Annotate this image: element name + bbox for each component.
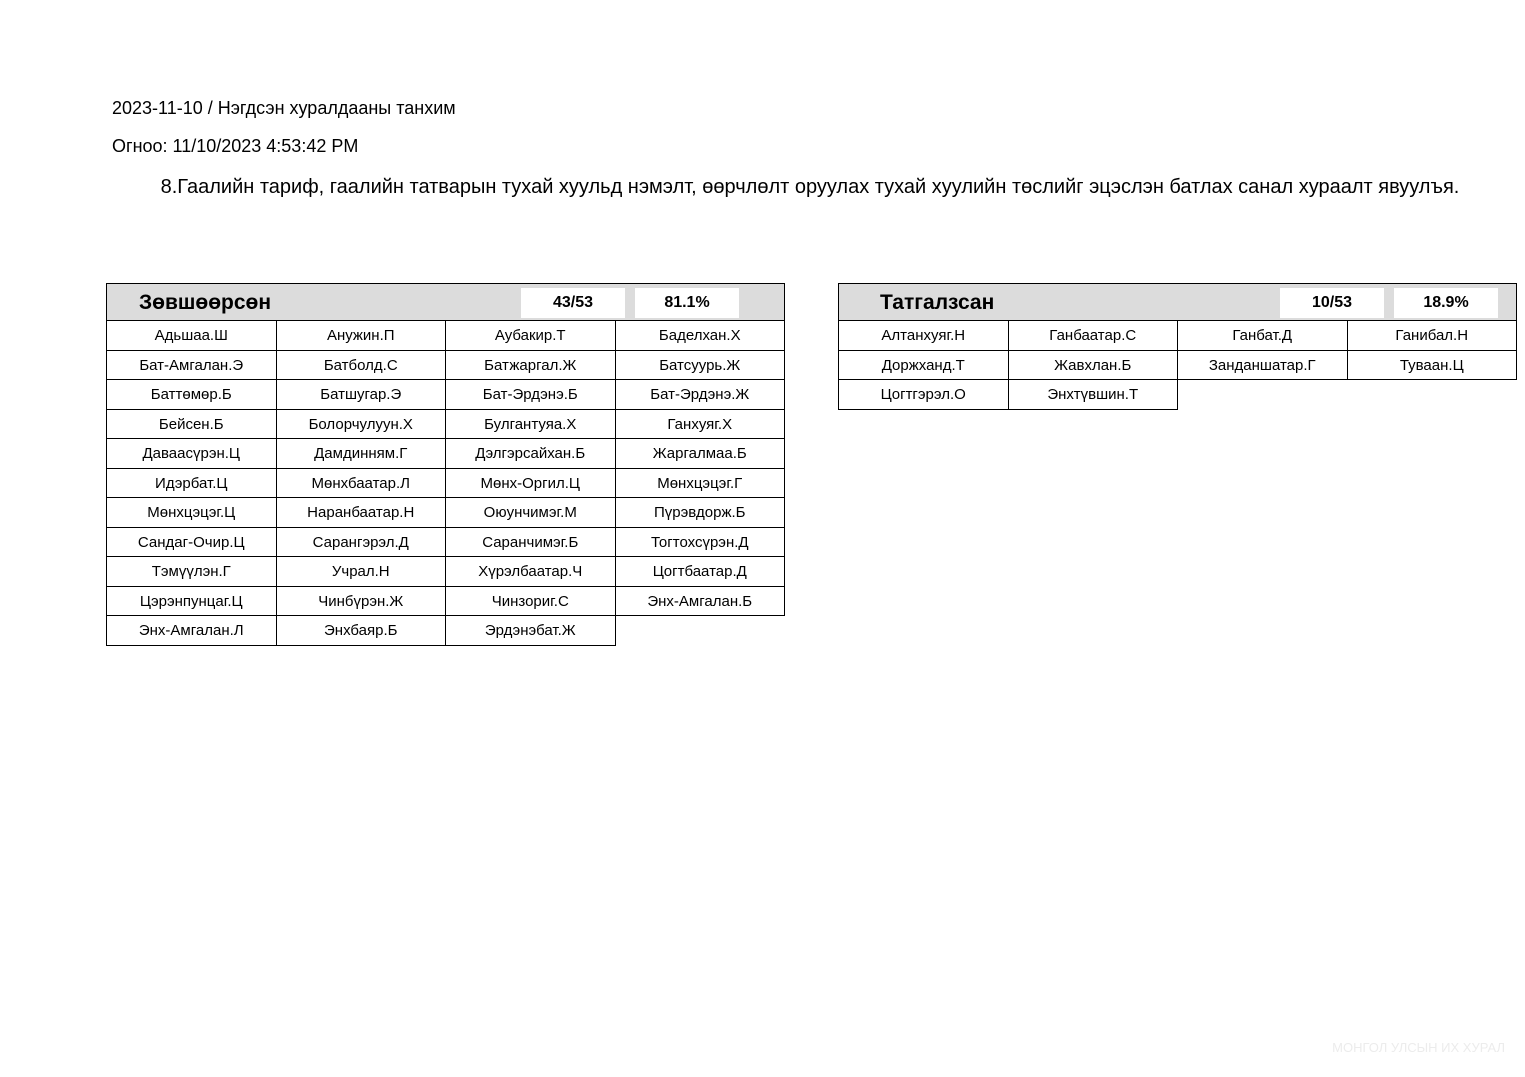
approved-block [106, 283, 785, 646]
member-name-cell: Хүрэлбаатар.Ч [445, 557, 616, 587]
member-name-cell: Бат-Эрдэнэ.Б [445, 380, 616, 410]
member-name-cell: Цогтгэрэл.О [838, 380, 1009, 410]
agenda-title: 8.Гаалийн тариф, гаалийн татварын тухай хуульд нэмэлт, өөрчлөлт оруулах тухай хуулийн төслийг эцэслэн батлах санал хураалт явуулъя. [160, 176, 1460, 198]
member-name-cell: Сандаг-Очир.Ц [106, 528, 277, 558]
member-name-cell: Цогтбаатар.Д [615, 557, 786, 587]
member-name-cell: Пүрэвдорж.Б [615, 498, 786, 528]
member-name-cell: Булгантуяа.Х [445, 410, 616, 440]
member-name-cell: Энх-Амгалан.Б [615, 587, 786, 617]
member-name-cell: Даваасүрэн.Ц [106, 439, 277, 469]
member-name-cell: Сарангэрэл.Д [276, 528, 447, 558]
session-info: 2023-11-10 / Нэгдсэн хуралдааны танхим [112, 98, 456, 118]
approved-count: 43/53 [521, 288, 625, 318]
rejected-names-table [838, 321, 1517, 410]
member-name-cell: Ганбаатар.С [1008, 321, 1179, 351]
member-name-cell: Бейсен.Б [106, 410, 277, 440]
rejected-percent: 18.9% [1394, 288, 1498, 318]
member-name-cell: Эрдэнэбат.Ж [445, 616, 616, 646]
member-name-cell: Энхбаяр.Б [276, 616, 447, 646]
member-name-cell: Чинбүрэн.Ж [276, 587, 447, 617]
approved-label: Зөвшөөрсөн [139, 291, 272, 314]
member-name-cell: Мөнхбаатар.Л [276, 469, 447, 499]
member-name-cell: Учрал.Н [276, 557, 447, 587]
vote-date: Огноо: 11/10/2023 4:53:42 PM [112, 136, 359, 156]
member-name-cell: Батболд.С [276, 351, 447, 381]
member-name-cell: Батжаргал.Ж [445, 351, 616, 381]
member-name-cell: Алтанхуяг.Н [838, 321, 1009, 351]
member-name-cell: Тогтохсүрэн.Д [615, 528, 786, 558]
member-name-cell: Анужин.П [276, 321, 447, 351]
rejected-count: 10/53 [1280, 288, 1384, 318]
member-name-cell: Мөнхцэцэг.Ц [106, 498, 277, 528]
rejected-label: Татгалзсан [880, 291, 995, 314]
member-name-cell: Наранбаатар.Н [276, 498, 447, 528]
member-name-cell: Доржханд.Т [838, 351, 1009, 381]
member-name-cell: Бат-Амгалан.Э [106, 351, 277, 381]
approved-header [106, 283, 785, 321]
rejected-block [838, 283, 1517, 410]
member-name-cell: Оюунчимэг.М [445, 498, 616, 528]
member-name-cell: Энх-Амгалан.Л [106, 616, 277, 646]
member-name-cell: Тэмүүлэн.Г [106, 557, 277, 587]
rejected-header [838, 283, 1517, 321]
member-name-cell: Ганхуяг.Х [615, 410, 786, 440]
member-name-cell: Мөнхцэцэг.Г [615, 469, 786, 499]
member-name-cell: Болорчулуун.Х [276, 410, 447, 440]
member-name-cell: Жаргалмаа.Б [615, 439, 786, 469]
member-name-cell: Бат-Эрдэнэ.Ж [615, 380, 786, 410]
approved-names-table [106, 321, 785, 646]
member-name-cell: Жавхлан.Б [1008, 351, 1179, 381]
member-name-cell: Баделхан.Х [615, 321, 786, 351]
member-name-cell: Ганбат.Д [1177, 321, 1348, 351]
member-name-cell: Дамдинням.Г [276, 439, 447, 469]
member-name-cell: Идэрбат.Ц [106, 469, 277, 499]
member-name-cell: Ганибал.Н [1347, 321, 1518, 351]
member-name-cell: Чинзориг.С [445, 587, 616, 617]
approved-percent: 81.1% [635, 288, 739, 318]
watermark: МОНГОЛ УЛСЫН ИХ ХУРАЛ [1332, 1040, 1505, 1055]
member-name-cell: Баттөмөр.Б [106, 380, 277, 410]
member-name-cell: Саранчимэг.Б [445, 528, 616, 558]
member-name-cell: Занданшатар.Г [1177, 351, 1348, 381]
member-name-cell: Дэлгэрсайхан.Б [445, 439, 616, 469]
member-name-cell: Туваан.Ц [1347, 351, 1518, 381]
member-name-cell: Цэрэнпунцаг.Ц [106, 587, 277, 617]
member-name-cell: Батшугар.Э [276, 380, 447, 410]
member-name-cell: Мөнх-Оргил.Ц [445, 469, 616, 499]
member-name-cell: Энхтүвшин.Т [1008, 380, 1179, 410]
member-name-cell: Адьшаа.Ш [106, 321, 277, 351]
member-name-cell: Аубакир.Т [445, 321, 616, 351]
member-name-cell: Батсуурь.Ж [615, 351, 786, 381]
